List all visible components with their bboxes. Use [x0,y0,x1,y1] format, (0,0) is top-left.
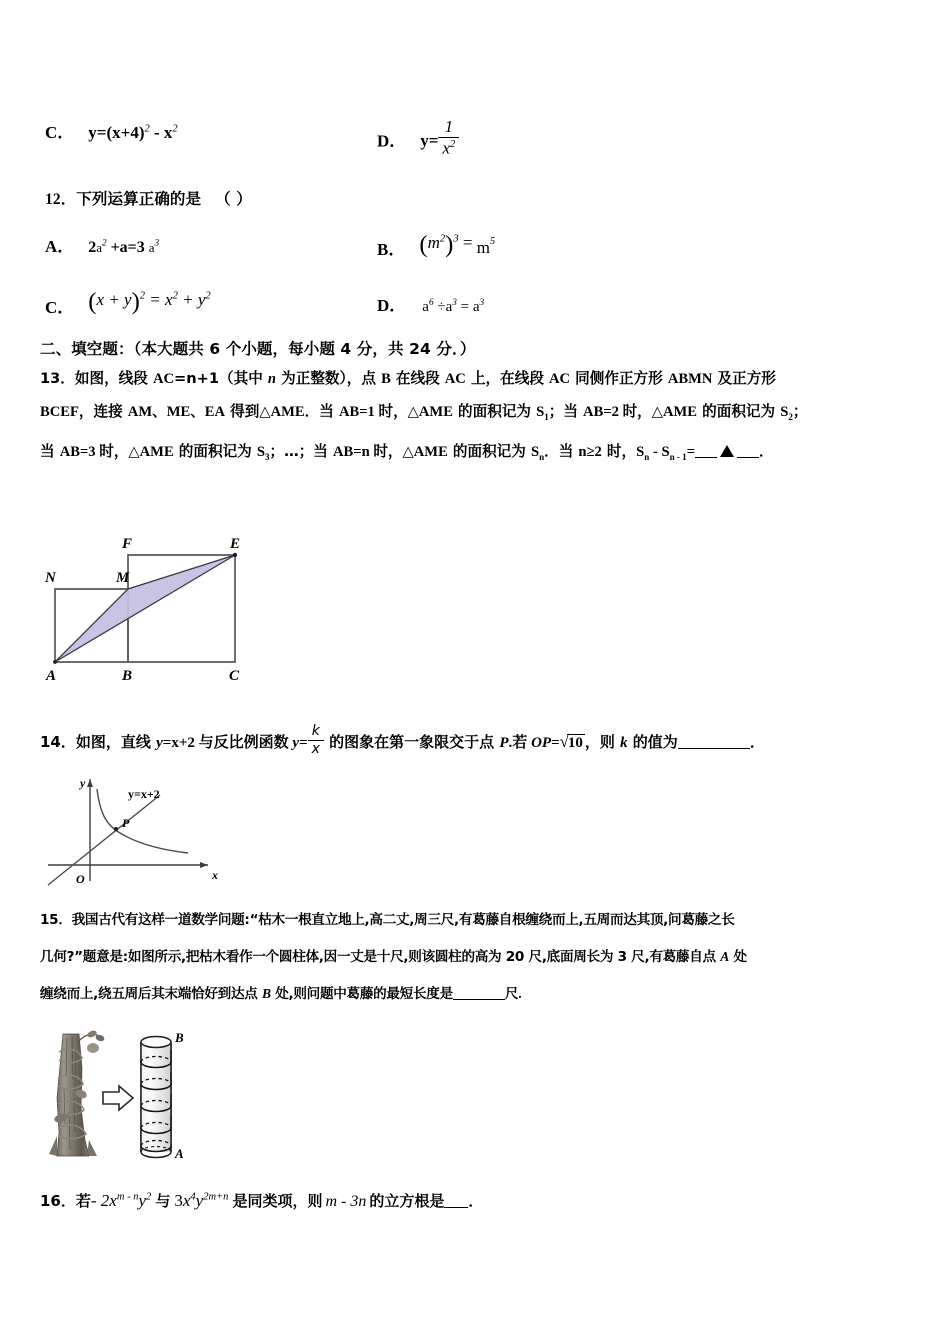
y-axis-arrow-icon [87,779,93,787]
q13-line-1: 13．如图，线段 AC=n+1（其中 n 为正整数），点 B 在线段 AC 上，在线段 AC 同侧作正方形 ABMN 及正方形 [40,370,776,387]
figure-label-f: F [122,536,133,552]
q12-answer-paren: （ ） [215,190,252,208]
figure-label-m: M [116,570,130,586]
section-2-heading: 二、填空题：（本大题共 6 个小题，每小题 4 分，共 24 分．） [40,340,476,358]
figure-label-n: N [45,570,56,586]
q12-option-d-expression: $a^6 \div a^3 = a^3$ [422,298,485,315]
figure-label-b: B [122,668,133,684]
y-axis-label: y [80,776,86,790]
q12-option-a[interactable] [45,232,159,257]
q14-text: 14．如图，直线 y=x+2 与反比例函数 y= $\frac{k}{x}$ 的图象在第一象限交于点 P.若 OP=√10 ，则 k 的值为 ． [40,723,765,758]
q15-answer-blank[interactable] [453,986,505,1000]
q12-option-b-label: B． [377,240,406,259]
q13-line-3: 当 AB=3 时，△AME 的面积记为 $S_3$；…；当 AB=n 时，△AME 的面积记为 $S_n$．当 n≥2 时，$S_n - S_{n - 1}=$ ． [40,443,774,462]
q12-option-c-label: C． [45,298,75,317]
q16-text: 16．若- $2x^{m - n}y^2$ 与 $3x^4y^{2m+n}$ 是同类项，则 m - 3n 的立方根是 ． [40,1191,484,1210]
q11-option-d-expression: y= $\frac{1}{x^2}$ [420,131,459,150]
q12-option-b[interactable] [377,228,495,259]
figure-label-e: E [230,536,241,552]
figure-q15-trunk-cylinder [45,1028,185,1168]
triangle-marker-icon [720,445,734,457]
point-p-label: P [122,816,130,830]
q15-line-2: 几何?”题意是:如图所示,把枯木看作一个圆柱体,因一丈是十尺,则该圆柱的高为 20 尺,底面周长为 3 尺,有葛藤自点 A 处 [40,949,747,965]
shaded-triangle-ame [55,555,235,662]
q15-line-1: 15．我国古代有这样一道数学问题:“枯木一根直立地上,高二丈,周三尺,有葛藤自根缠绕而上,五周而达其顶,问葛藤之长 [40,912,735,928]
intersection-point-p [114,827,118,831]
q12-number: 12． [45,191,77,208]
q16-answer-blank[interactable] [444,1193,468,1208]
figure-q14-graph [40,765,230,895]
figure-label-a: A [46,668,57,684]
q12-option-a-label: A． [45,237,75,256]
line-y-equals-x-plus-2 [48,795,160,885]
figure-q13-squares [30,520,270,690]
origin-label: O [76,872,85,886]
q11-option-d[interactable] [377,118,459,158]
q14-answer-blank[interactable] [678,734,750,749]
q12-option-c-expression: $(x + y)^2 = x^2 + y^2$ [88,287,211,315]
q12-option-a-expression: $2a^2 +a=3$ $a^3$ [88,237,160,256]
line-equation-label: y=x+2 [128,787,160,801]
q11-option-c-expression: $y=(x+4)^2 - x^2$ [88,123,178,142]
q11-option-c[interactable] [45,118,178,143]
q13-line-2: BCEF，连接 AM、ME、EA 得到△AME．当 AB=1 时，△AME 的面积记为 $S_1$；当 AB=2 时，△AME 的面积记为 $S_2$； [40,403,808,422]
q13-answer-blank-right[interactable] [737,443,759,458]
q12-option-b-expression: $(m^2)^3 = m^5$ [419,230,496,258]
vertex-dot-e [233,553,237,557]
vertex-dot-a [53,660,57,664]
figure-label-c: C [229,668,240,684]
q12-option-d-label: D． [377,296,407,315]
x-axis-arrow-icon [200,862,208,868]
q12-option-c[interactable] [45,285,211,316]
cylinder-label-a: A [175,1146,184,1161]
arrow-right-icon [103,1086,133,1110]
cylinder-label-b: B [175,1030,184,1045]
q13-answer-blank-left[interactable] [695,443,717,458]
q12-stem-text: 下列运算正确的是 [76,190,202,208]
q15-line-3: 缠绕而上,绕五周后其末端恰好到达点 B 处,则问题中葛藤的最短长度是 尺. [40,986,522,1002]
q12-option-d[interactable] [377,291,484,316]
cylinder-model [141,1037,171,1158]
q11-option-d-label: D． [377,131,407,151]
q12-stem [45,187,252,209]
q11-option-c-label: C． [45,123,75,142]
x-axis-label: x [212,868,218,882]
tree-trunk-photo [49,1029,105,1156]
